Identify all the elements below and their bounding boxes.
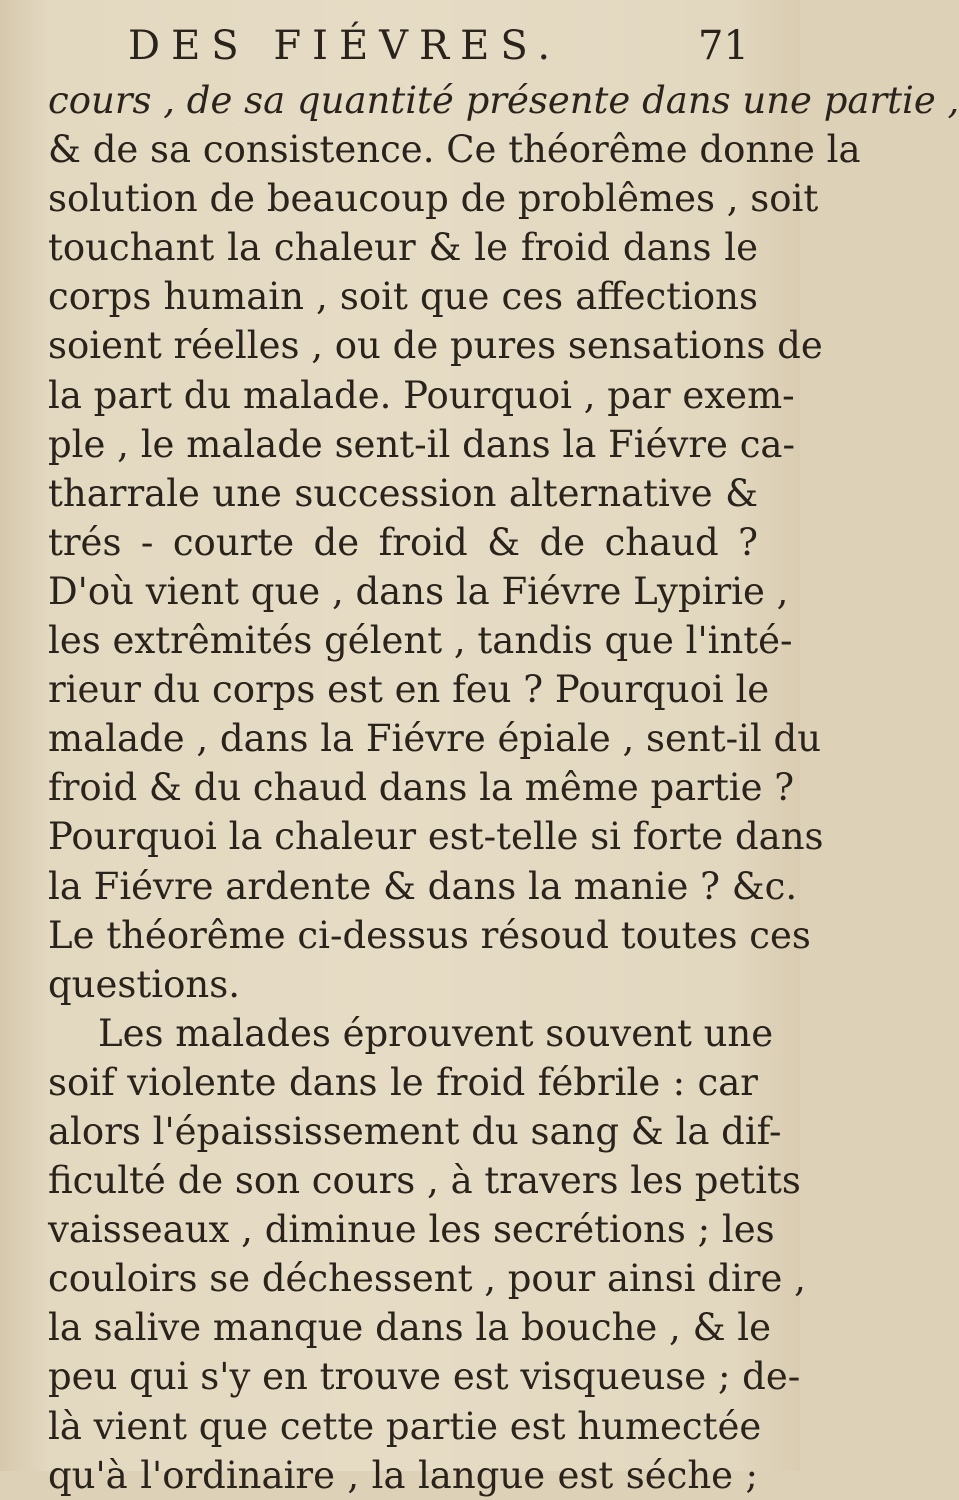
text-line: solution de beaucoup de problêmes , soit	[48, 177, 819, 221]
text-line: Pourquoi la chaleur est-telle si forte dans	[48, 815, 824, 859]
text-line: alors l'épaississement du sang & la dif-	[48, 1109, 782, 1153]
text-line: tharrale une succession alternative &	[48, 471, 758, 515]
text-line: la salive manque dans la bouche , & le	[48, 1306, 771, 1350]
text-line: ple , le malade sent-il dans la Fiévre ca-	[48, 422, 795, 466]
text-line: couloirs se déchessent , pour ainsi dire ,	[48, 1257, 806, 1301]
text-line: froid & du chaud dans la même partie ?	[48, 766, 795, 810]
text-line: la part du malade. Pourquoi , par exem-	[48, 373, 795, 417]
text-line: vaisseaux , diminue les secrétions ; les	[48, 1208, 775, 1252]
text-line: peu qui s'y en trouve est visqueuse ; de-	[48, 1355, 801, 1399]
body-text	[48, 76, 959, 1500]
text-line: qu'à l'ordinaire , la langue est séche ;	[48, 1453, 758, 1497]
text-line: malade , dans la Fiévre épiale , sent-il du	[48, 717, 822, 761]
text-line: les extrêmités gélent , tandis que l'inté-	[48, 619, 793, 663]
page-header	[0, 16, 800, 76]
text-line: cours , de sa quantité présente dans une partie ,	[48, 79, 959, 122]
text-line: trés - courte de froid & de chaud ?	[48, 520, 758, 564]
text-line: là vient que cette partie est humectée	[48, 1404, 762, 1448]
text-line: Le théorême ci-dessus résoud toutes ces	[48, 913, 811, 957]
running-title: DES FIÉVRES.	[128, 23, 562, 69]
text-line: corps humain , soit que ces affections	[48, 275, 758, 319]
text-line: questions.	[48, 962, 240, 1006]
text-line: rieur du corps est en feu ? Pourquoi le	[48, 668, 770, 712]
text-line: soient réelles , ou de pures sensations de	[48, 324, 823, 368]
text-line: la Fiévre ardente & dans la manie ? &c.	[48, 864, 798, 908]
text-line: ficulté de son cours , à travers les petits	[48, 1159, 801, 1203]
text-line: Les malades éprouvent souvent une	[98, 1011, 774, 1055]
text-line: & de sa consistence. Ce théorême donne la	[48, 128, 861, 172]
text-line: touchant la chaleur & le froid dans le	[48, 226, 758, 270]
page-number: 71	[698, 23, 749, 69]
text-line: soif violente dans le froid fébrile : car	[48, 1060, 758, 1104]
text-line: D'où vient que , dans la Fiévre Lypirie ,	[48, 569, 789, 613]
